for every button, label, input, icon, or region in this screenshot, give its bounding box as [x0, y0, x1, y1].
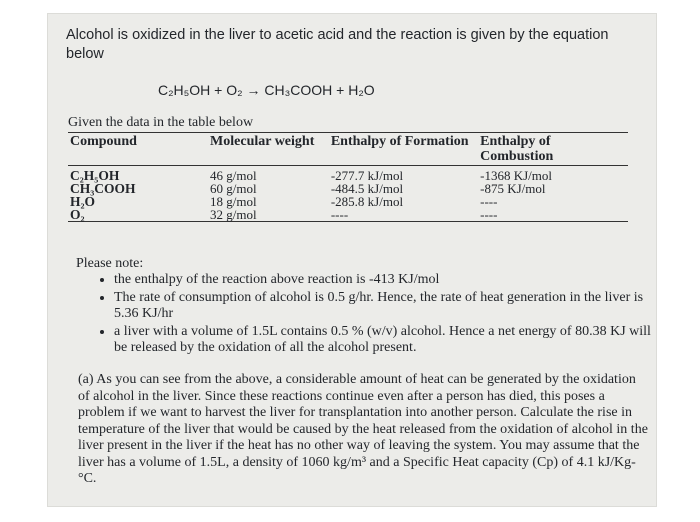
note-item: • The rate of consumption of alcohol is 0.5 g/hr. Hence, the rate of heat generation in the liver is 5.36 KJ/hr [114, 290, 656, 322]
note-item: • a liver with a volume of 1.5L contains 0.5 % (w/v) alcohol. Hence a net energy of 80.38 KJ will be released by the oxidation of all the alcohol present. [114, 324, 656, 356]
intro-text: Alcohol is oxidized in the liver to acetic acid and the reaction is given by the equation below [66, 27, 609, 62]
header-molecular-weight: Molecular weight [208, 133, 329, 166]
formation-cell: -484.5 kJ/mol [330, 181, 404, 196]
formation-cell: -277.7 kJ/mol [330, 168, 404, 183]
reaction-equation: C₂H₅OH + O₂ → CH₃COOH + H₂O [158, 82, 375, 98]
compound-cell: CH₃COOH [70, 181, 136, 196]
table-row [68, 208, 628, 222]
table-header-row [68, 133, 628, 166]
mw-cell: 18 g/mol [210, 194, 257, 209]
table-caption: Given the data in the table below [68, 115, 254, 130]
mw-cell: 60 g/mol [210, 181, 257, 196]
document-page [48, 14, 656, 506]
notes-list [96, 272, 656, 358]
combustion-cell: ---- [480, 194, 498, 209]
note-item: • the enthalpy of the reaction above reaction is -413 KJ/mol [114, 272, 656, 288]
notes-title: Please note: [76, 256, 144, 271]
mw-cell: 32 g/mol [208, 208, 329, 222]
formation-cell: -285.8 kJ/mol [330, 194, 404, 209]
header-enthalpy-combustion: Enthalpy of Combustion [478, 133, 628, 166]
compound-cell: O₂ [68, 208, 208, 222]
combustion-cell: -875 KJ/mol [480, 181, 546, 196]
data-table [68, 132, 628, 222]
compound-cell: H₂O [70, 194, 96, 209]
formation-cell: ---- [329, 208, 478, 222]
mw-cell: 46 g/mol [210, 168, 257, 183]
combustion-cell: -1368 KJ/mol [480, 168, 553, 183]
table-row [68, 166, 628, 183]
table-row [68, 195, 628, 208]
combustion-cell: ---- [478, 208, 628, 222]
question-text: (a) As you can see from the above, a considerable amount of heat can be generated by the oxidation of alcohol in the liver. Since these reactions continue even after a person has died, this poses a problem if we want to harvest the liver for transplantation into another person. Calculate the rise in temperature of the liver that would be caused by the heat released from the oxidation of alcohol in the liver present in the liver if the heat has no other way of leaving the system. You may assume that the liver has a volume of 1.5L, a density of 1060 kg/m³ and a Specific Heat capacity (Cp) of 4.1 kJ/Kg-°C. [78, 372, 648, 486]
header-compound: Compound [68, 133, 208, 166]
compound-cell: C₂H₅OH [70, 168, 120, 183]
header-enthalpy-formation: Enthalpy of Formation [329, 133, 478, 166]
